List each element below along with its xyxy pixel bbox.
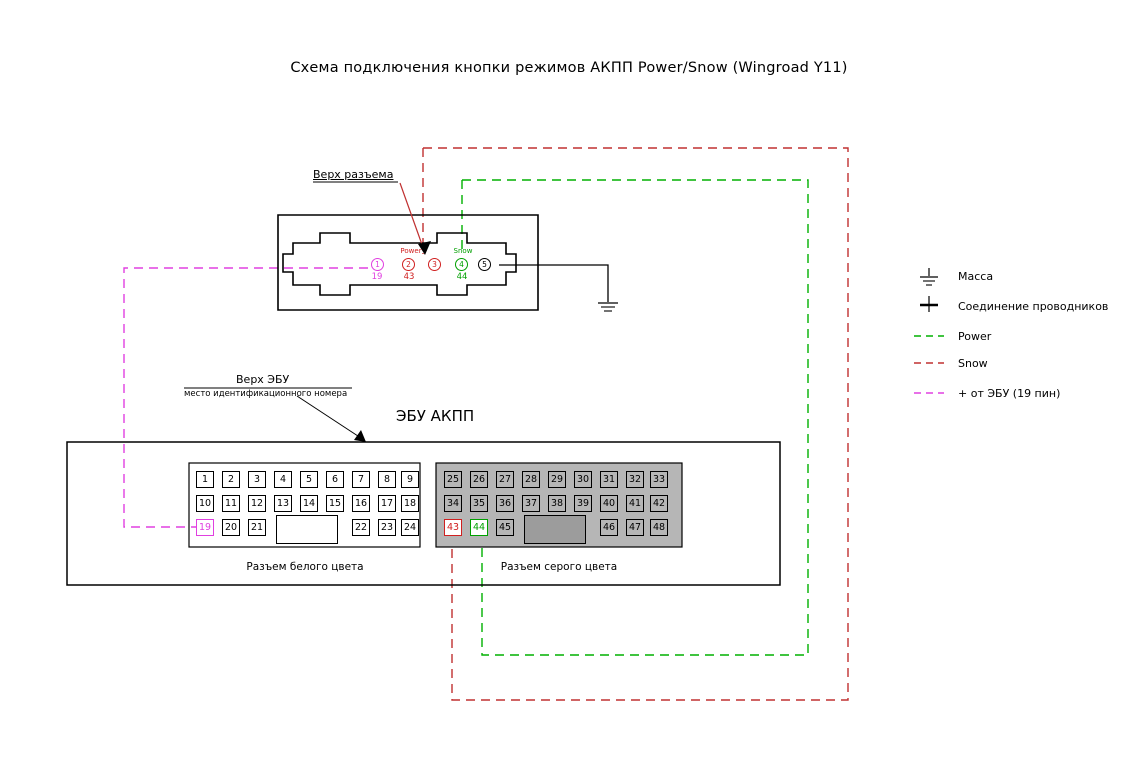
white-pin-2[interactable]: 2 (222, 471, 240, 488)
grey-pin-29[interactable]: 29 (548, 471, 566, 488)
page-title: Схема подключения кнопки режимов АКПП Power/Snow (Wingroad Y11) (290, 60, 848, 76)
grey-pin-34[interactable]: 34 (444, 495, 462, 512)
white-pin-23[interactable]: 23 (378, 519, 396, 536)
ecu-title: ЭБУ АКПП (396, 407, 475, 425)
legend-ecu-feed-label: + от ЭБУ (19 пин) (958, 387, 1061, 400)
white-pin-22[interactable]: 22 (352, 519, 370, 536)
switch-pin-2-wire: 43 (403, 272, 415, 282)
ecu-top-sublabel: место идентификационного номера (184, 389, 348, 399)
white-pin-19[interactable]: 19 (196, 519, 214, 536)
white-pin-5[interactable]: 5 (300, 471, 318, 488)
switch-pin-4[interactable]: 4 (455, 258, 468, 271)
grey-pin-27[interactable]: 27 (496, 471, 514, 488)
grey-pin-33[interactable]: 33 (650, 471, 668, 488)
white-pin-4[interactable]: 4 (274, 471, 292, 488)
grey-pin-41[interactable]: 41 (626, 495, 644, 512)
white-pin-1[interactable]: 1 (196, 471, 214, 488)
white-pin-7[interactable]: 7 (352, 471, 370, 488)
white-pin-10[interactable]: 10 (196, 495, 214, 512)
legend-ground-label: Масса (958, 270, 994, 283)
grey-pin-39[interactable]: 39 (574, 495, 592, 512)
grey-pin-25[interactable]: 25 (444, 471, 462, 488)
ecu-top-label: Верх ЭБУ (236, 373, 290, 386)
grey-pin-48[interactable]: 48 (650, 519, 668, 536)
white-pin-17[interactable]: 17 (378, 495, 396, 512)
grey-connector-keyway (524, 515, 586, 544)
white-pin-8[interactable]: 8 (378, 471, 396, 488)
switch-pin-1[interactable]: 1 (371, 258, 384, 271)
connector-top-label: Верх разъема (313, 168, 394, 181)
white-connector-caption: Разъем белого цвета (246, 561, 364, 573)
grey-pin-42[interactable]: 42 (650, 495, 668, 512)
switch-pin-2[interactable]: 2 (402, 258, 415, 271)
grey-pin-38[interactable]: 38 (548, 495, 566, 512)
legend-power-label: Power (958, 330, 992, 343)
grey-pin-40[interactable]: 40 (600, 495, 618, 512)
power-tag-label: Power (400, 247, 422, 255)
switch-pin-1-wire: 19 (371, 272, 383, 282)
grey-pin-28[interactable]: 28 (522, 471, 540, 488)
grey-connector-caption: Разъем серого цвета (500, 561, 618, 573)
grey-pin-47[interactable]: 47 (626, 519, 644, 536)
grey-pin-44[interactable]: 44 (470, 519, 488, 536)
legend-splice-label: Соединение проводников (958, 300, 1109, 313)
white-connector-keyway (276, 515, 338, 544)
white-pin-20[interactable]: 20 (222, 519, 240, 536)
white-pin-18[interactable]: 18 (401, 495, 419, 512)
white-pin-6[interactable]: 6 (326, 471, 344, 488)
grey-pin-26[interactable]: 26 (470, 471, 488, 488)
white-pin-13[interactable]: 13 (274, 495, 292, 512)
white-pin-12[interactable]: 12 (248, 495, 266, 512)
white-pin-16[interactable]: 16 (352, 495, 370, 512)
white-pin-11[interactable]: 11 (222, 495, 240, 512)
grey-pin-37[interactable]: 37 (522, 495, 540, 512)
grey-pin-32[interactable]: 32 (626, 471, 644, 488)
grey-pin-46[interactable]: 46 (600, 519, 618, 536)
white-pin-14[interactable]: 14 (300, 495, 318, 512)
grey-pin-43[interactable]: 43 (444, 519, 462, 536)
switch-pin-5[interactable]: 5 (478, 258, 491, 271)
grey-pin-30[interactable]: 30 (574, 471, 592, 488)
white-pin-9[interactable]: 9 (401, 471, 419, 488)
grey-pin-31[interactable]: 31 (600, 471, 618, 488)
switch-pin-4-wire: 44 (456, 272, 468, 282)
grey-pin-45[interactable]: 45 (496, 519, 514, 536)
white-pin-15[interactable]: 15 (326, 495, 344, 512)
snow-tag-label: Snow (453, 247, 473, 255)
switch-pin-3[interactable]: 3 (428, 258, 441, 271)
white-pin-21[interactable]: 21 (248, 519, 266, 536)
legend-snow-label: Snow (958, 357, 988, 370)
white-pin-24[interactable]: 24 (401, 519, 419, 536)
grey-pin-35[interactable]: 35 (470, 495, 488, 512)
white-pin-3[interactable]: 3 (248, 471, 266, 488)
grey-pin-36[interactable]: 36 (496, 495, 514, 512)
